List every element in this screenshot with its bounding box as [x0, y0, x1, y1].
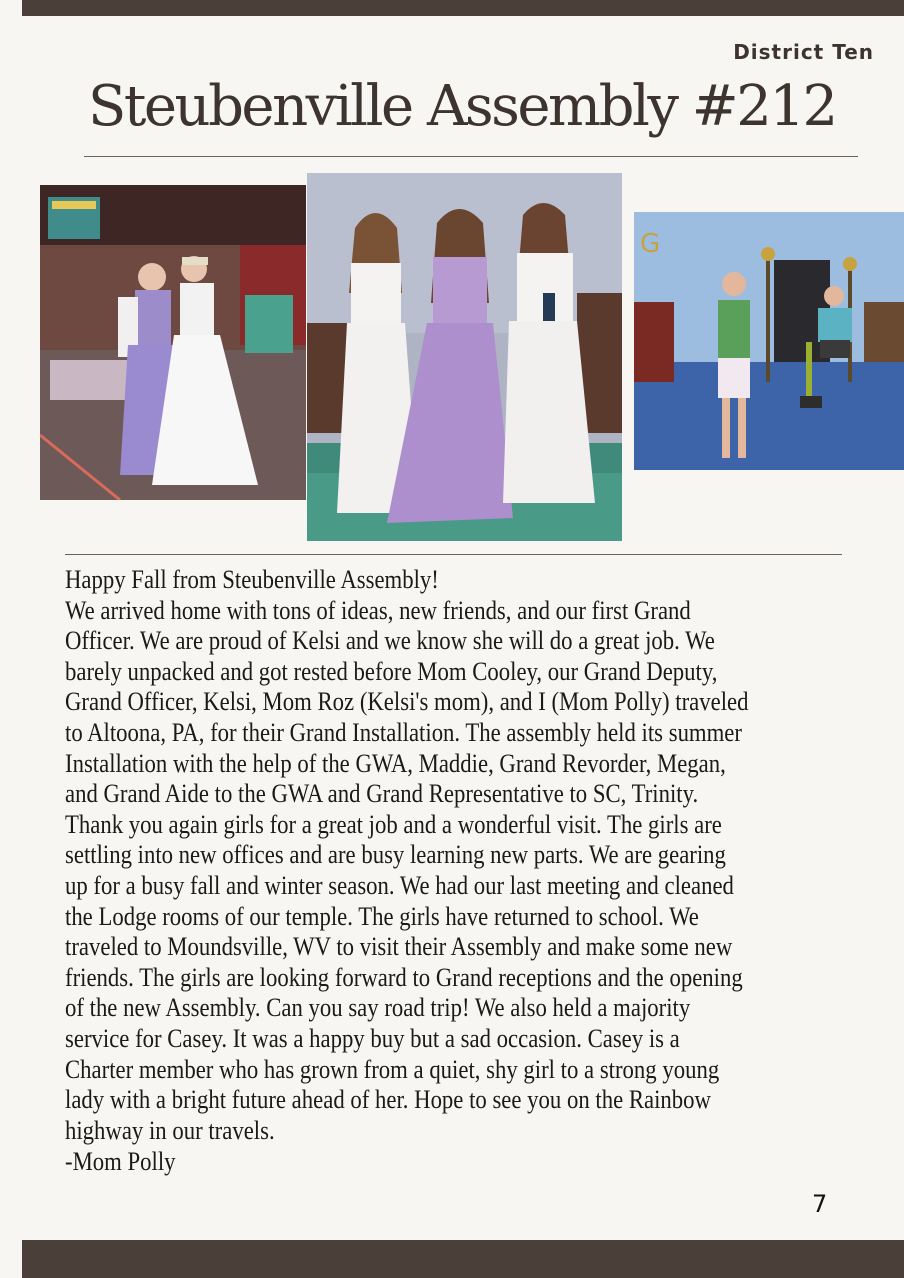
district-label: District Ten	[733, 40, 874, 64]
article-body	[65, 564, 751, 1145]
article-greeting: Happy Fall from Steubenville Assembly!	[65, 564, 439, 594]
article-signature: -Mom Polly	[65, 1146, 176, 1176]
top-border-band	[22, 0, 904, 16]
title-divider	[84, 156, 858, 157]
article-paragraph: We arrived home with tons of ideas, new friends, and our first Grand Officer. We are proud of Kelsi and we know she will do a great job. We barely unpacked and got rested before Mom Cooley, our Grand Deputy, Grand Officer, Kelsi, Mom Roz (Kelsi's mom), and I (Mom Polly) traveled to Altoona, PA, for their Grand Installation. The assembly held its summer Installation with the help of the GWA, Maddie, Grand Revorder, Megan, and Grand Aide to the GWA and Grand Representative to SC, Trinity. Thank you again girls for a great job and a wonderful visit. The girls are settling into new offices and are busy learning new parts. We are gearing up for a busy fall and winter season. We had our last meeting and cleaned the Lodge rooms of our temple. The girls have returned to school. We traveled to Moundsville, WV to visit their Assembly and make some new friends. The girls are looking forward to Grand receptions and the opening of the new Assembly. Can you say road trip! We also held a majority service for Casey. It was a happy buy but a sad occasion. Casey is a Charter member who has grown from a quiet, shy girl to a strong young lady with a bright future ahead of her. Hope to see you on the Rainbow highway in our travels.	[65, 594, 749, 1145]
bottom-border-band	[22, 1240, 904, 1278]
photo-cleaning-lodge-room	[634, 212, 904, 470]
page-number: 7	[812, 1190, 828, 1218]
photo-three-girls-in-gowns	[307, 173, 622, 541]
photo-convention-hall	[40, 185, 306, 500]
svg-text:G: G	[640, 229, 661, 259]
page-title: Steubenville Assembly #212	[88, 74, 836, 139]
section-divider	[65, 554, 842, 555]
